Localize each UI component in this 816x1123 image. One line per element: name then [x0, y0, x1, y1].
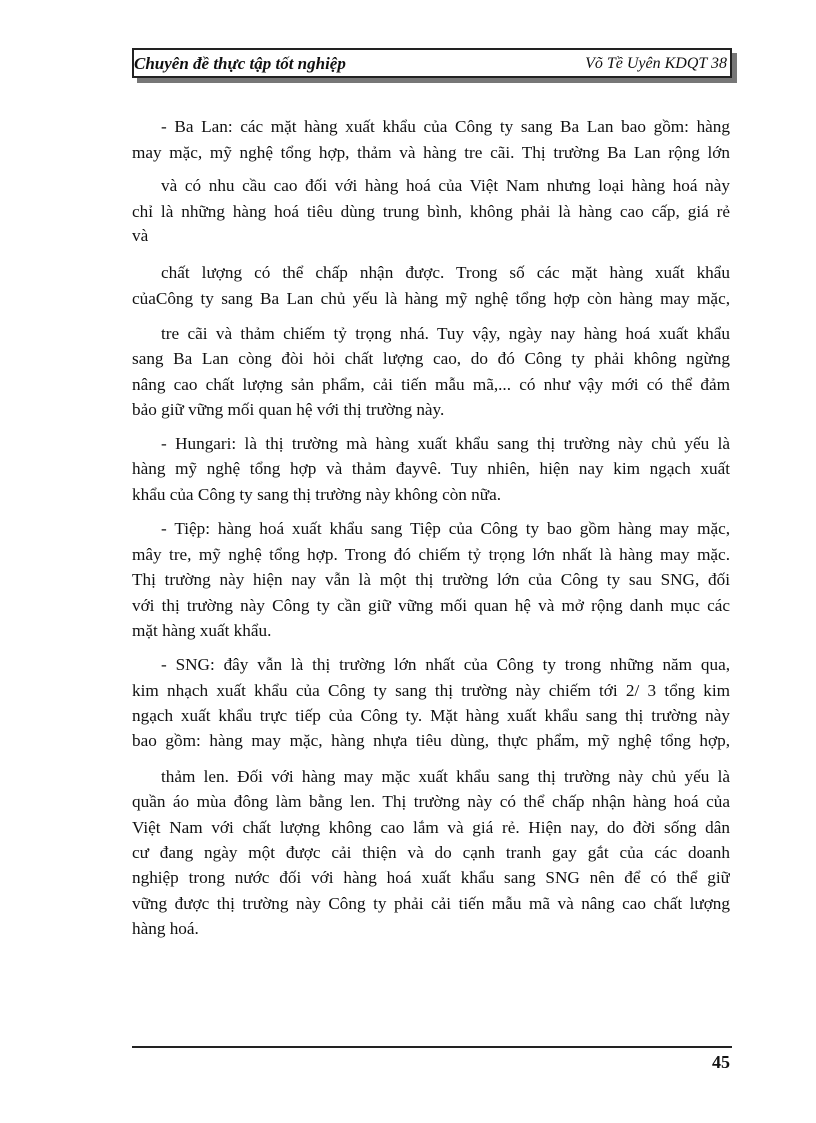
text-line: - Hungari: là thị trường mà hàng xuất khẩu sang thị trường này chủ yếu là	[161, 434, 730, 453]
text-line: vững được thị trường này Công ty phải cải tiến mẫu mã và nâng cao chất lượng	[132, 894, 730, 913]
text-line: mây tre, mỹ nghệ tổng hợp. Trong đó chiếm tỷ trọng lớn nhất là hàng may mặc.	[132, 545, 730, 564]
text-line: may mặc, mỹ nghệ tổng hợp, thảm và hàng tre cãi. Thị trường Ba Lan rộng lớn	[132, 143, 730, 162]
page-header	[132, 48, 732, 78]
text-line: nghiệp trong nước đối với hàng hoá xuất khẩu sang SNG nên để có thể giữ	[132, 868, 730, 887]
text-line: nâng cao chất lượng sản phẩm, cải tiến mẫu mã,... có như vậy mới có thể đảm	[132, 375, 730, 394]
text-line: kim nhạch xuất khẩu của Công ty sang thị trường này chiếm tới 2/ 3 tổng kim	[132, 681, 730, 700]
text-line: chỉ là những hàng hoá tiêu dùng trung bình, không phải là hàng cao cấp, giá rẻ	[132, 202, 730, 221]
text-line: cư đang ngày một được cải thiện và do cạnh tranh gay gắt của các doanh	[132, 843, 730, 862]
text-line: quần áo mùa đông làm bằng len. Thị trường này có thể chấp nhận hàng hoá của	[132, 792, 730, 811]
text-line: khẩu của Công ty sang thị trường này không còn nữa.	[132, 485, 502, 504]
text-line: - Ba Lan: các mặt hàng xuất khẩu của Công ty sang Ba Lan bao gồm: hàng	[161, 117, 730, 136]
text-line: thảm len. Đối với hàng may mặc xuất khẩu sang thị trường này chủ yếu là	[161, 767, 730, 786]
text-line: và	[132, 226, 149, 245]
text-line: ngạch xuất khẩu trực tiếp của Công ty. Mặt hàng xuất khẩu sang thị trường này	[132, 706, 730, 725]
text-line: và có nhu cầu cao đối với hàng hoá của Việt Nam nhưng loại hàng hoá này	[161, 176, 730, 195]
text-line: hàng hoá.	[132, 919, 199, 938]
page-number: 45	[712, 1052, 730, 1072]
text-line: - Tiệp: hàng hoá xuất khẩu sang Tiệp của Công ty bao gồm hàng may mặc,	[161, 519, 730, 538]
text-line: hàng mỹ nghệ tổng hợp và thảm đayvê. Tuy nhiên, hiện nay kim ngạch xuất	[132, 459, 730, 478]
text-line: sang Ba Lan còng đòi hỏi chất lượng cao, do đó Công ty phải không ngừng	[132, 349, 730, 368]
header-title: Chuyên đề thực tập tốt nghiệp	[134, 54, 346, 73]
header-author: Võ Tề Uyên KDQT 38	[585, 55, 727, 72]
text-line: củaCông ty sang Ba Lan chủ yếu là hàng mỹ nghệ tổng hợp còn hàng may mặc,	[132, 289, 730, 308]
text-line: với thị trường này Công ty cần giữ vững mối quan hệ và mở rộng danh mục các	[132, 596, 730, 615]
text-line: Việt Nam với chất lượng không cao lắm và giá rẻ. Hiện nay, do đời sống dân	[132, 818, 730, 837]
text-line: tre cãi và thảm chiếm tỷ trọng nhá. Tuy vậy, ngày nay hàng hoá xuất khẩu	[161, 324, 730, 343]
text-line: - SNG: đây vẫn là thị trường lớn nhất của Công ty trong những năm qua,	[161, 655, 730, 674]
footer-divider	[132, 1046, 732, 1048]
text-line: chất lượng có thể chấp nhận được. Trong số các mặt hàng xuất khẩu	[161, 263, 730, 282]
text-line: bảo giữ vững mối quan hệ với thị trường này.	[132, 400, 445, 419]
text-line: mặt hàng xuất khẩu.	[132, 621, 272, 640]
text-line: Thị trường này hiện nay vẫn là một thị trường lớn của Công ty sau SNG, đối	[132, 570, 730, 589]
text-line: bao gồm: hàng may mặc, hàng nhựa tiêu dùng, thực phẩm, mỹ nghệ tổng hợp,	[132, 731, 730, 750]
